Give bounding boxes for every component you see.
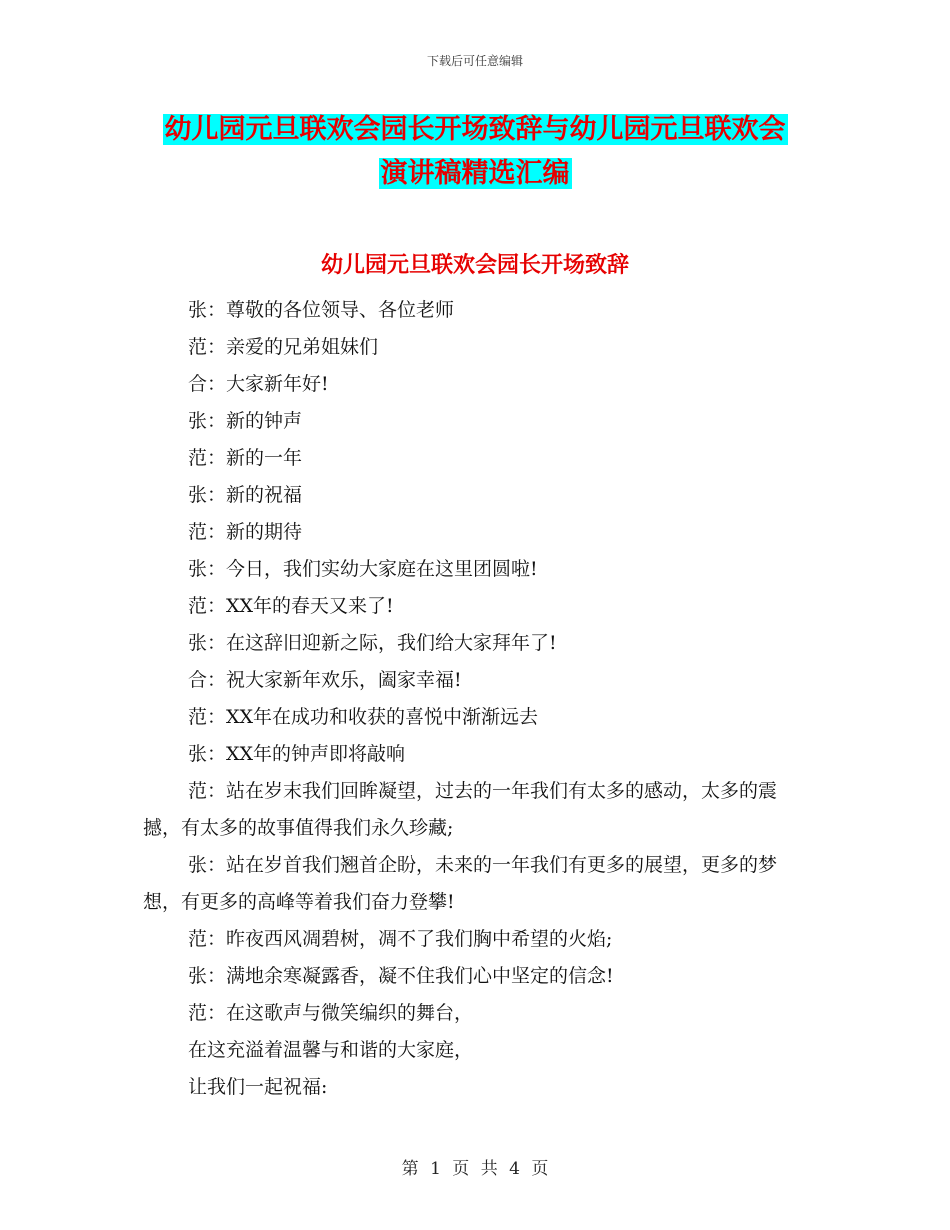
paragraph: 范：亲爱的兄弟姐妹们 xyxy=(188,336,379,358)
paragraph: 范：站在岁末我们回眸凝望，过去的一年我们有太多的感动，太多的震撼，有太多的故事值得我们永久珍藏; xyxy=(143,780,778,839)
paragraph: 张：今日，我们实幼大家庭在这里团圆啦! xyxy=(188,558,538,580)
paragraph: 合：祝大家新年欢乐，阖家幸福! xyxy=(188,669,462,691)
paragraph: 范：在这歌声与微笑编织的舞台， xyxy=(188,1002,474,1024)
paragraph: 范：新的期待 xyxy=(188,521,303,543)
paragraph: 张：新的钟声 xyxy=(188,410,303,432)
header-note: 下载后可任意编辑 xyxy=(426,54,523,68)
page-number: 第 1 页 共 4 页 xyxy=(401,1159,549,1179)
paragraph: 让我们一起祝福: xyxy=(188,1076,328,1098)
paragraph: 范：XX年在成功和收获的喜悦中渐渐远去 xyxy=(188,706,539,728)
paragraph: 范：XX年的春天又来了! xyxy=(188,595,394,617)
title-line-1: 幼儿园元旦联欢会园长开场致辞与幼儿园元旦联欢会 xyxy=(164,114,786,145)
paragraph: 张：尊敬的各位领导、各位老师 xyxy=(188,299,455,321)
title-line-2: 演讲稿精选汇编 xyxy=(380,158,570,189)
document-body xyxy=(143,292,803,1106)
paragraph: 合：大家新年好! xyxy=(188,373,329,395)
document-title xyxy=(0,108,950,196)
section-title: 幼儿园元旦联欢会园长开场致辞 xyxy=(320,253,629,278)
paragraph: 张：新的祝福 xyxy=(188,484,303,506)
paragraph: 张：满地余寒凝露香，凝不住我们心中坚定的信念! xyxy=(188,965,614,987)
paragraph: 在这充溢着温馨与和谐的大家庭， xyxy=(188,1039,474,1061)
paragraph: 张：站在岁首我们翘首企盼，未来的一年我们有更多的展望，更多的梦想，有更多的高峰等着我们奋力登攀! xyxy=(143,854,778,913)
paragraph: 范：昨夜西风凋碧树，凋不了我们胸中希望的火焰; xyxy=(188,928,613,950)
paragraph: 范：新的一年 xyxy=(188,447,303,469)
paragraph: 张：XX年的钟声即将敲响 xyxy=(188,743,406,765)
paragraph: 张：在这辞旧迎新之际，我们给大家拜年了! xyxy=(188,632,557,654)
